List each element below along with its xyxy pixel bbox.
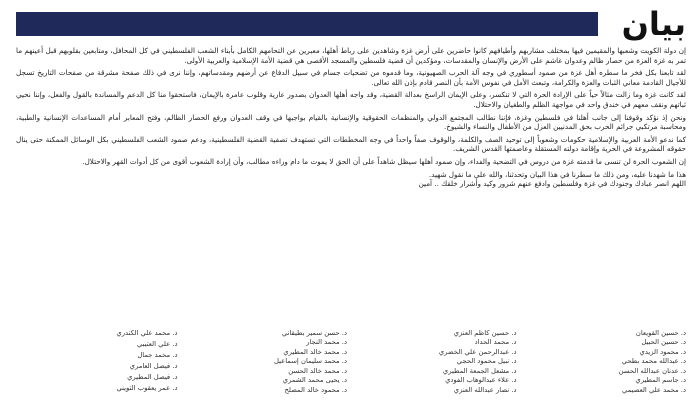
signature: د. محمد علي العصيمي [622, 385, 686, 394]
signature: د. عبدالله محمد بطحي [621, 357, 686, 366]
paragraph: إن دولة الكويت وشعبها والمقيمين فيها بمختلف مشاربهم وأطيافهم كانوا حاضرين على أرض غزة وشاهدين على رباط أهلها، معبرين عن التحامهم الكامل بأبناء الشعب الفلسطيني في كل المحافل، ومتابعين بقلوبهم قبل أعينهم ما تمر به غزة العزة من حصار ظالم وعدوان غاشم على الأرض والإنسان والمقدسات، ومؤكدين أن قضية فلسطين والمسجد الأقصى هي قضية الأمة الإسلامية والعربية الأولى. [16, 46, 686, 65]
signatures [16, 328, 686, 394]
signature: د. محمد جمال [137, 351, 178, 359]
signature: د. محمد علي الكندري [116, 329, 178, 337]
statement-body [16, 46, 686, 189]
signature: د. محمود خالد المصلح [284, 385, 347, 394]
page-title: بيان [621, 5, 686, 43]
signature: د. محمد النجار [306, 338, 347, 347]
paragraph: لقد كانت غزة وما زالت مثالاً حياً على الإرادة الحرة التي لا تنكسر، وعلى الإيمان الراسخ بعدالة القضية، وقد واجه أهلها العدوان بصدور عارية وقلوب عامرة بالإيمان، فاستحقوا منا كل الدعم والمساندة بالقول والفعل، وإننا نحيي ثباتهم ونقف معهم في خندق واحد في مواجهة الظلم والطغيان والاحتلال. [16, 90, 686, 109]
signature: د. عمر يعقوب التويني [116, 384, 178, 392]
signature-column [525, 328, 687, 394]
signature: د. علاء عبدالوهاب الفودي [445, 376, 517, 385]
signature: د. حسين القويعان [635, 329, 686, 337]
closing-line: هذا ما شهدنا عليه، ومن ذلك ما سطرنا في هذا البيان وتحدثنا، والله على ما نقول شهيد. [428, 169, 686, 179]
signature: د. يحيى محمد الشمري [282, 376, 347, 385]
signature: د. نبيل محمود الحجي [456, 357, 517, 366]
paragraph: إن الشعوب الحرة لن تنسى ما قدمته غزة من دروس في التضحية والفداء، وإن صمود أهلها سيظل شاهداً على أن الحق لا يموت ما دام وراءه مطالب، وأن إرادة الشعوب أقوى من كل أدوات القهر والاحتلال. [82, 156, 686, 166]
signature: د. فيصل العامري [129, 362, 178, 370]
signature: د. محمود الزيدي [639, 347, 686, 356]
signature-column [355, 328, 517, 394]
header [16, 4, 690, 44]
closing [16, 170, 686, 189]
signature: د. مشعل الجمعة المطيري [442, 366, 517, 375]
signature: د. محمد الحداد [474, 338, 517, 347]
signature: د. نصار عبدالله العنزي [453, 385, 517, 394]
paragraph: ونحن إذ نؤكد وقوفنا إلى جانب أهلنا في فلسطين وغزة، فإننا نطالب المجتمع الدولي والمنظمات الحقوقية والإنسانية بالقيام بواجبها في وقف العدوان ورفع الحصار الظالم، وفتح المعابر أمام المساعدات الإنسانية والطبية، ومحاسبة مرتكبي جرائم الحرب بحق المدنيين العزل من الأطفال والنساء والشيوخ. [16, 112, 686, 132]
signature: د. علي العتيبي [136, 340, 178, 348]
paragraph: لقد تابعنا بكل فخر ما سطره أهل غزة من صمود أسطوري في وجه آلة الحرب الصهيونية، وما قدموه من تضحيات جسام في سبيل الدفاع عن أرضهم ومقدساتهم، وإننا نرى في ذلك صفحة مشرقة من صفحات التاريخ تسجل للأجيال القادمة معاني الثبات والعزة والكرامة، وتبعث الأمل في نفوس الأمة بأن النصر قادم بإذن الله تعالى. [16, 68, 686, 87]
signature: د. حسين كاظم العنزي [453, 329, 517, 337]
title-bar [16, 12, 598, 36]
signature: د. عبدالرحمن علي الخضري [438, 347, 517, 356]
signature: د. محمد خالد المطيري [283, 347, 347, 356]
signature: د. فيصل المطيري [127, 373, 178, 381]
paragraph: كما ندعو الأمة العربية والإسلامية حكومات وشعوباً إلى توحيد الصف والكلمة، والوقوف صفاً واحداً في وجه المخططات التي تستهدف تصفية القضية الفلسطينية، ودعم صمود الشعب الفلسطيني بكل الوسائل الممكنة حتى ينال حقوقه المشروعة في الحرية وإقامة دولته المستقلة وعاصمتها القدس الشريف. [16, 134, 686, 154]
signature: د. حسين الحبيل [641, 338, 686, 347]
signature-column [186, 328, 348, 394]
signature: د. محمد سليمان إسماعيل [273, 357, 347, 366]
signature: د. جاسم المطيري [635, 376, 686, 385]
signature: د. حسن سمير بطيقاني [281, 329, 347, 337]
closing-prayer: اللهم انصر عبادك وجنودك في غزة وفلسطين وادفع عنهم شرور وكيد وأشرار خلقك .. آمين [418, 179, 686, 189]
signature-column [16, 328, 178, 394]
signature: د. محمد خالد الحسن [288, 366, 347, 375]
signature: د. عدنان عبدالله الحسن [618, 366, 686, 375]
